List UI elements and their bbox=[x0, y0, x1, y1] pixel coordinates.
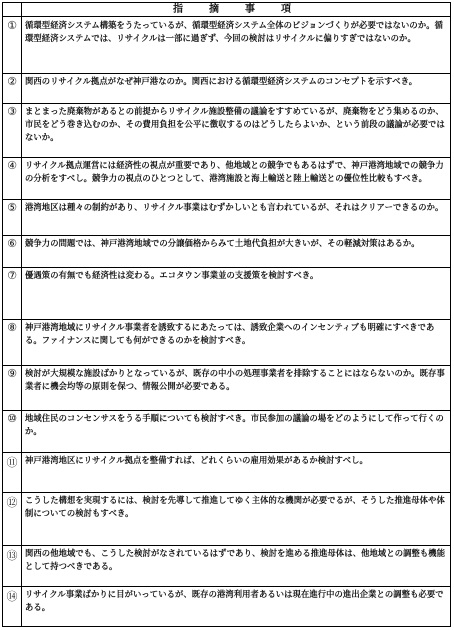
item-text: 検討が大規模な施設ばかりとなっているが、既存の中小の処理事業者を排除することにはならないのか。既存事業者に機会均等の原則を保つ、情報公開が必要である。 bbox=[25, 368, 445, 391]
table-row bbox=[3, 452, 450, 492]
item-text: 地域住民のコンセンサスをうる手順についても検討すべき。市民参加の議論の場をどのようにして作って行くのか。 bbox=[25, 413, 444, 436]
item-text: 関西の他地域でも、こうした検討がなされているはずであり、検討を進める推進母体は、他地域との調整も機能として持つべきである。 bbox=[25, 548, 446, 571]
item-number: ⑦ bbox=[3, 267, 22, 319]
item-text: 神戸港湾地区にリサイクル拠点を整備すれば、どれくらいの雇用効果があるか検討すべし。 bbox=[25, 455, 368, 465]
table-row bbox=[3, 319, 450, 365]
table-header bbox=[3, 3, 450, 17]
table-row bbox=[3, 586, 450, 626]
table-row bbox=[3, 199, 450, 235]
table-row bbox=[3, 157, 450, 199]
item-number: ③ bbox=[3, 103, 22, 157]
item-text: 循環型経済システム構築をうたっているが、循環型経済システム全体のビジョンづくりが必要ではないのか。循環型経済システムでは、リサイクルは一部に過ぎず、今回の検討はリサイクルに偏りすぎではないのか。 bbox=[25, 20, 444, 43]
item-number: ⑤ bbox=[3, 199, 22, 235]
table-row bbox=[3, 267, 450, 319]
item-text: こうした構想を実現するには、検討を先導して推進してゆく主体的な機関が必要でるが、そうした推進母体や体制についての検討もすべき。 bbox=[25, 495, 445, 518]
table-row bbox=[3, 410, 450, 452]
table-row bbox=[3, 545, 450, 586]
item-number: ⑫ bbox=[3, 492, 22, 545]
table-row bbox=[3, 492, 450, 545]
item-number: ⑭ bbox=[3, 586, 22, 626]
item-text: 港湾地区は種々の制約があり、リサイクル事業はむずかしいとも言われているが、それはクリアーできるのか。 bbox=[25, 202, 444, 212]
item-text: 優遇策の有無でも経済性は変わる。エコタウン事業並の支援策を検討すべき。 bbox=[25, 270, 319, 280]
item-number: ② bbox=[3, 73, 22, 103]
item-text: リサイクル拠点運営には経済性の視点が重要であり、他地域との競争でもあるはずで、神戸港湾地域での競争力の分析をすべし。競争力の視点のひとつとして、港湾施設と海上輸送と陸上輸送との優位性比較もすべき。 bbox=[25, 160, 444, 183]
item-text: 神戸港湾地域にリサイクル事業者を誘致するにあたっては、誘致企業へのインセンティブも明確にすべきである。ファイナンスに関しても何ができるのかを検討すべき。 bbox=[25, 322, 435, 345]
table-row bbox=[3, 73, 450, 103]
table-row bbox=[3, 365, 450, 410]
item-number: ⑬ bbox=[3, 545, 22, 586]
item-number: ⑪ bbox=[3, 452, 22, 492]
item-text: まとまった廃棄物があるとの前提からリサイクル施設整備の議論をすすめているが、廃棄物をどう集めるのか、市民をどう巻き込むのか、その費用負担を公平に徴収するのはどうしたらよいか、という前段の議論が必要ではないか。 bbox=[25, 106, 445, 142]
item-text: リサイクル事業ばかりに目がいっているが、既存の港湾利用者あるいは現在進行中の進出企業との調整も必要である。 bbox=[25, 589, 444, 612]
table-title: 指 摘 事 項 bbox=[173, 4, 299, 15]
item-text: 関西のリサイクル拠点がなぜ神戸港なのか。関西における循環型経済システムのコンセプトを示すべき。 bbox=[25, 76, 418, 86]
table-row bbox=[3, 17, 450, 73]
item-number: ① bbox=[3, 17, 22, 73]
item-number: ④ bbox=[3, 157, 22, 199]
item-number: ⑩ bbox=[3, 410, 22, 452]
item-number: ⑨ bbox=[3, 365, 22, 410]
remarks-table bbox=[2, 2, 451, 627]
table-row bbox=[3, 103, 450, 157]
item-number: ⑥ bbox=[3, 235, 22, 267]
table-row bbox=[3, 235, 450, 267]
header-number-cell bbox=[3, 3, 22, 16]
item-text: 競争力の問題では、神戸港湾地域での分譲価格からみて土地代負担が大きいが、その軽減対策はあるか。 bbox=[25, 238, 420, 248]
item-number: ⑧ bbox=[3, 319, 22, 365]
